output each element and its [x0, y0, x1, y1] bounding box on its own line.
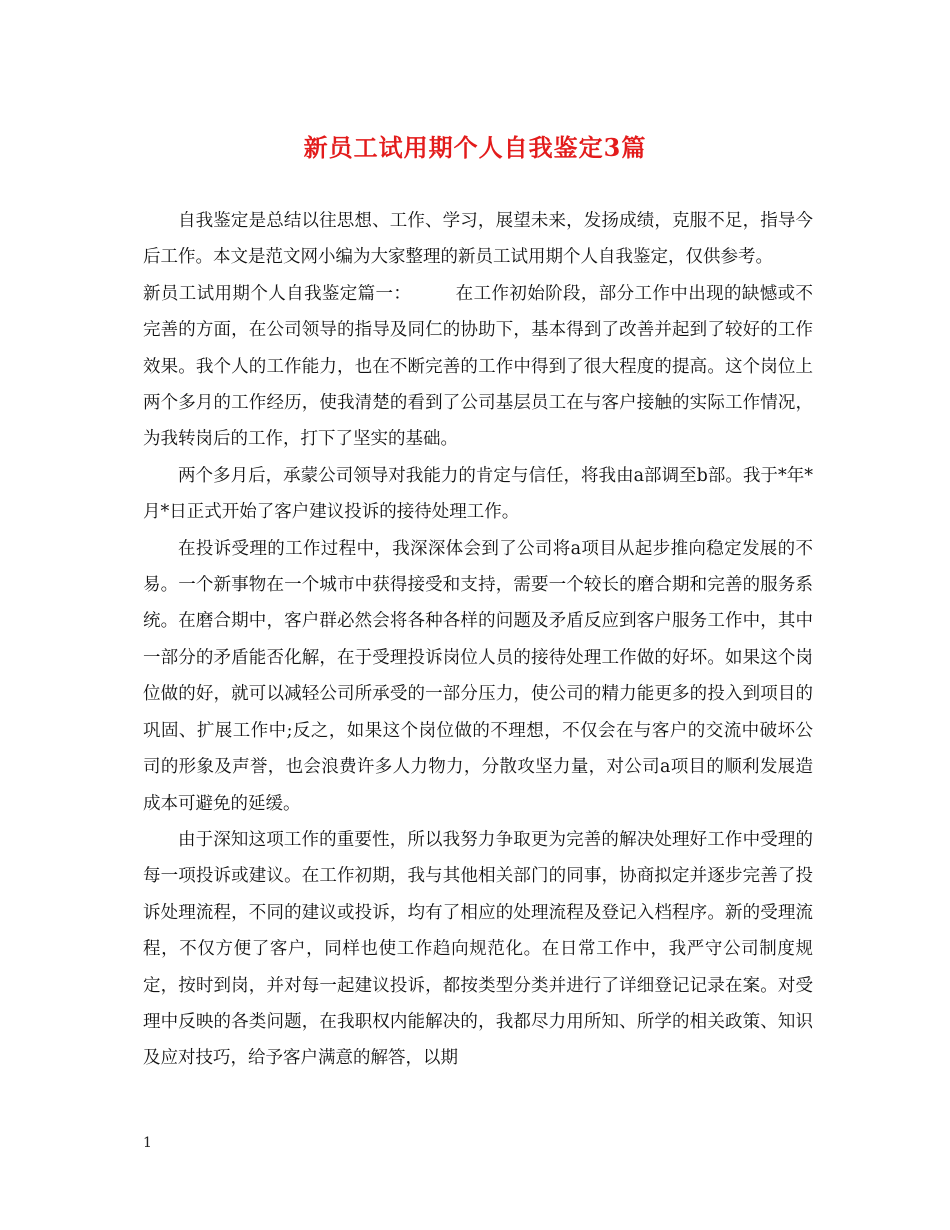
- transfer-paragraph: 两个多月后，承蒙公司领导对我能力的肯定与信任，将我由a部调至b部。我于*年*月*日正式开始了客户建议投诉的接待处理工作。: [143, 465, 813, 523]
- section-heading: 新员工试用期个人自我鉴定篇一：: [143, 283, 412, 304]
- complaint-work-paragraph: 在投诉受理的工作过程中，我深深体会到了公司将a项目从起步推向稳定发展的不易。一个新事物在一个城市中获得接受和支持，需要一个较长的磨合期和完善的服务系统。在磨合期中，客户群必然会将各种各样的问题及矛盾反应到客户服务工作中，其中一部分的矛盾能否化解，在于受理投诉岗位人员的接待处理工作做的好坏。如果这个岗位做的好，就可以减轻公司所承受的一部分压力，使公司的精力能更多的投入到项目的巩固、扩展工作中;反之，如果这个岗位做的不理想，不仅会在与客户的交流中破坏公司的形象及声誉，也会浪费许多人力物力，分散攻坚力量，对公司a项目的顺利发展造成本可避免的延缓。: [143, 538, 813, 814]
- process-improvement-paragraph: 由于深知这项工作的重要性，所以我努力争取更为完善的解决处理好工作中受理的每一项投诉或建议。在工作初期，我与其他相关部门的同事，协商拟定并逐步完善了投诉处理流程，不同的建议或投诉，均有了相应的处理流程及登记入档程序。新的受理流程，不仅方便了客户，同样也使工作趋向规范化。在日常工作中，我严守公司制度规定，按时到岗，并对每一起建议投诉，都按类型分类并进行了详细登记记录在案。对受理中反映的各类问题，在我职权内能解决的，我都尽力用所知、所学的相关政策、知识及应对技巧，给予客户满意的解答，以期: [143, 829, 813, 1069]
- intro-paragraph: 自我鉴定是总结以往思想、工作、学习，展望未来，发扬成绩，克服不足，指导今后工作。本文是范文网小编为大家整理的新员工试用期个人自我鉴定，仅供参考。: [143, 211, 813, 268]
- document-title: 新员工试用期个人自我鉴定3篇: [303, 133, 647, 162]
- section-one-block: [143, 276, 813, 458]
- section-one-paragraph: 在工作初始阶段，部分工作中出现的缺憾或不完善的方面，在公司领导的指导及同仁的协助下，基本得到了改善并起到了较好的工作效果。我个人的工作能力，也在不断完善的工作中得到了很大程度的提高。这个岗位上两个多月的工作经历，使我清楚的看到了公司基层员工在与客户接触的实际工作情况，为我转岗后的工作，打下了坚实的基础。: [143, 283, 814, 450]
- document-body: [143, 203, 813, 1077]
- page-number: 1: [143, 1135, 152, 1151]
